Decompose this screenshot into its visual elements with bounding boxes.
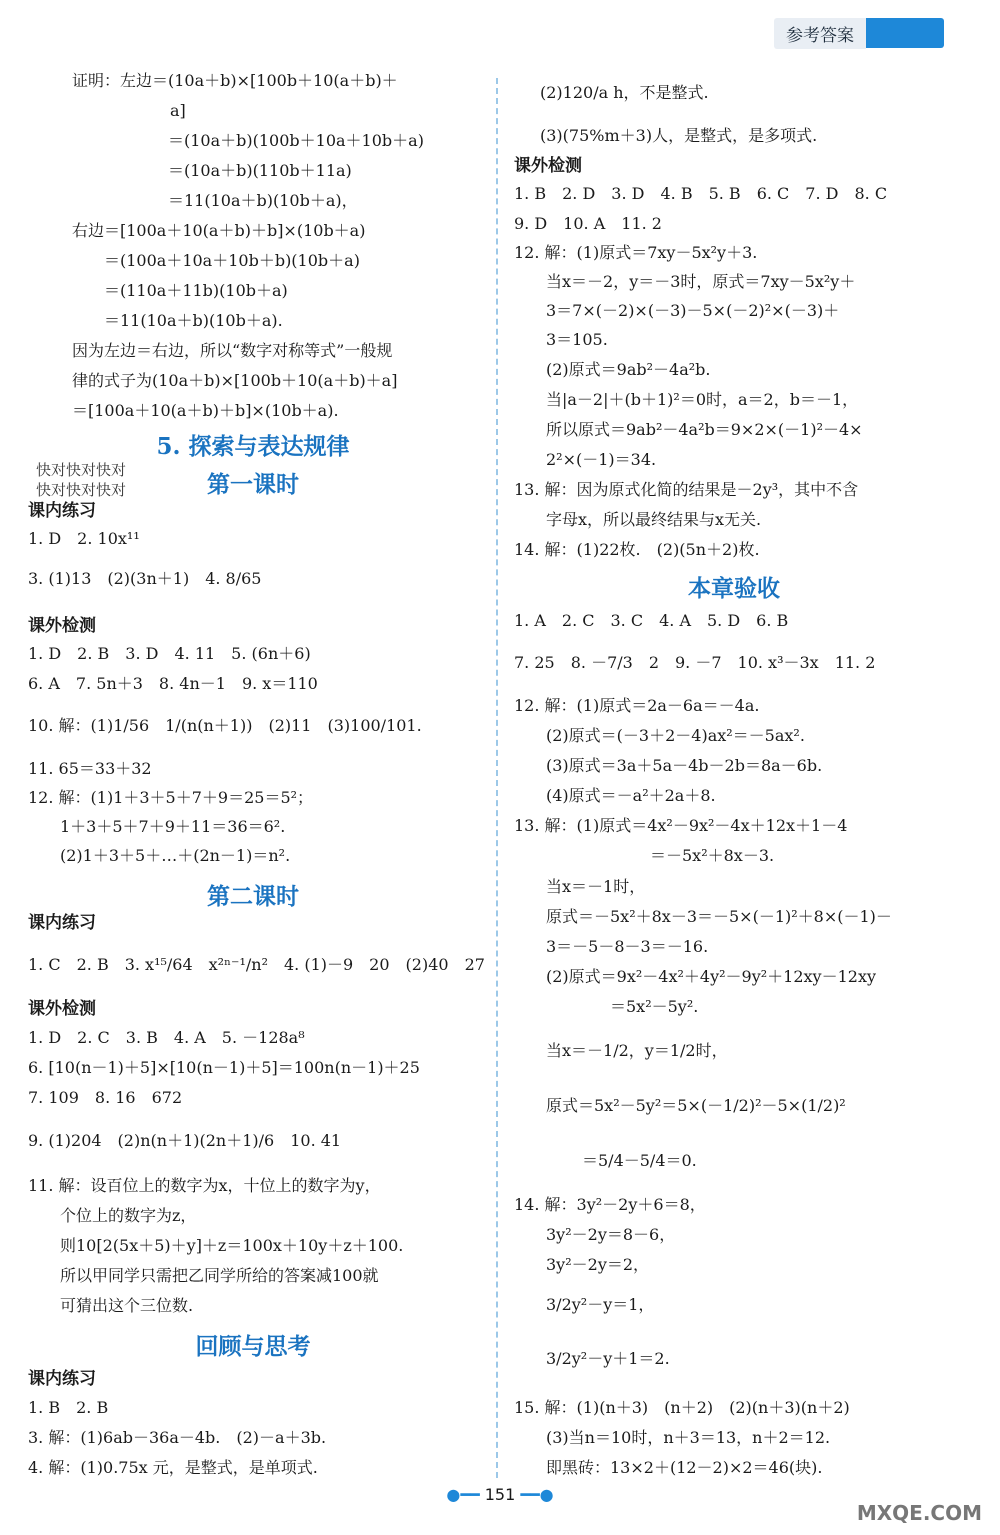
- answer-line: 1. B 2. B: [28, 1398, 109, 1417]
- proof-line: 右边＝[100a＋10(a＋b)＋b]×(10b＋a): [72, 221, 366, 240]
- answer-line: 10. 解：(1)1/56 1/(n(n＋1)) (2)11 (3)100/101.: [28, 716, 422, 735]
- lesson-title: 第二课时: [207, 883, 299, 910]
- answer-line: 当x＝－2，y＝－3时，原式＝7xy－5x²y＋: [546, 272, 856, 291]
- proof-line: ＝11(10a＋b)(10b＋a).: [104, 311, 283, 330]
- answer-line: 12. 解：(1)原式＝2a－6a＝－4a.: [514, 696, 760, 715]
- answer-line: ＝5x²－5y².: [610, 997, 699, 1016]
- answer-line: 1. C 2. B 3. x¹⁵/64 x²ⁿ⁻¹/n² 4. (1)－9 20 (2)40 27: [28, 955, 485, 974]
- answer-line: 1＋3＋5＋7＋9＋11＝36＝6².: [60, 817, 286, 836]
- answer-line: (2)1＋3＋5＋…＋(2n－1)＝n².: [60, 846, 291, 865]
- proof-line: ＝(110a＋11b)(10b＋a): [104, 281, 288, 300]
- answer-line: 1. D 2. 10x¹¹: [28, 529, 140, 548]
- proof-line: ＝(10a＋b)(110b＋11a): [168, 161, 352, 180]
- proof-line: a]: [170, 101, 186, 120]
- answer-line: 可猜出这个三位数.: [60, 1296, 194, 1315]
- section-title: 本章验收: [688, 575, 780, 602]
- section-title: 5. 探索与表达规律: [156, 433, 350, 460]
- answer-line: 7. 25 8. －7/3 2 9. －7 10. x³－3x 11. 2: [514, 653, 876, 672]
- answer-line: (3)当n＝10时，n＋3＝13，n＋2＝12.: [546, 1428, 831, 1447]
- answer-line: (2)120/a h，不是整式.: [540, 83, 709, 102]
- subheading: 课内练习: [28, 913, 96, 933]
- answer-line: 6. [10(n－1)＋5]×[10(n－1)＋5]＝100n(n－1)＋25: [28, 1058, 420, 1077]
- subheading: 课外检测: [28, 616, 96, 636]
- answer-line: 4. 解：(1)0.75x 元，是整式，是单项式.: [28, 1458, 318, 1477]
- answer-line: 1. D 2. C 3. B 4. A 5. －128a⁸: [28, 1028, 305, 1047]
- section-title: 回顾与思考: [195, 1333, 311, 1360]
- answer-line: 所以原式＝9ab²－4a²b＝9×2×(－1)²－4×: [546, 420, 863, 439]
- answer-line: 3y²－2y＝2，: [546, 1255, 650, 1274]
- answer-line: 2²×(－1)＝34.: [546, 450, 657, 469]
- answer-line: 3. 解：(1)6ab－36a－4b. (2)－a＋3b.: [28, 1428, 327, 1447]
- answer-line: 当x＝－1时，: [546, 877, 646, 896]
- answer-line: 3＝－5－8－3＝－16.: [546, 937, 709, 956]
- answer-line: (4)原式＝－a²＋2a＋8.: [546, 786, 716, 805]
- proof-line: ＝(100a＋10a＋10b＋b)(10b＋a): [104, 251, 360, 270]
- proof-line: ＝[100a＋10(a＋b)＋b]×(10b＋a).: [72, 401, 339, 420]
- answer-line: 11. 解：设百位上的数字为x，十位上的数字为y，: [28, 1176, 381, 1195]
- answer-line: 原式＝－5x²＋8x－3＝－5×(－1)²＋8×(－1)－: [546, 907, 892, 926]
- answer-tab-label: 参考答案: [774, 18, 866, 49]
- proof-line: 律的式子为(10a＋b)×[100b＋10(a＋b)＋a]: [72, 371, 398, 390]
- answer-line: 6. A 7. 5n＋3 8. 4n－1 9. x＝110: [28, 674, 318, 693]
- subheading: 课内练习: [28, 501, 96, 521]
- page-footer: [0, 1485, 1000, 1504]
- answer-line: 15. 解：(1)(n＋3) (n＋2) (2)(n＋3)(n＋2): [514, 1398, 850, 1417]
- answer-line: 13. 解：因为原式化简的结果是－2y³，其中不含: [514, 480, 859, 499]
- answer-line: 9. (1)204 (2)n(n＋1)(2n＋1)/6 10. 41: [28, 1131, 342, 1150]
- page-number: 151: [484, 1485, 516, 1504]
- answer-line: 7. 109 8. 16 672: [28, 1088, 183, 1107]
- answer-line: 3＝105.: [546, 330, 608, 349]
- answer-line: 12. 解：(1)原式＝7xy－5x²y＋3.: [514, 243, 758, 262]
- answer-line: 1. D 2. B 3. D 4. 11 5. (6n＋6): [28, 644, 311, 663]
- watermark-text: 快对快对快对: [36, 461, 127, 479]
- answer-line: 14. 解：3y²－2y＋6＝8，: [514, 1195, 706, 1214]
- answer-line: 3y²－2y＝8－6，: [546, 1225, 676, 1244]
- answer-line: 3＝7×(－2)×(－3)－5×(－2)²×(－3)＋: [546, 301, 840, 320]
- answer-line: 当|a－2|＋(b＋1)²＝0时，a＝2，b＝－1，: [546, 390, 859, 409]
- answer-line: 原式＝5x²－5y²＝5×(－1/2)²－5×(1/2)²: [546, 1096, 846, 1115]
- answer-line: 即黑砖：13×2＋(12－2)×2＝46(块).: [546, 1458, 823, 1477]
- answer-line: (2)原式＝9x²－4x²＋4y²－9y²＋12xy－12xy: [546, 967, 877, 986]
- watermark-text: 快对快对快对: [36, 481, 127, 499]
- answer-line: ＝5/4－5/4＝0.: [582, 1151, 697, 1170]
- subheading: 课外检测: [514, 156, 582, 176]
- answer-line: 1. A 2. C 3. C 4. A 5. D 6. B: [514, 611, 789, 630]
- answer-line: ＝－5x²＋8x－3.: [650, 846, 775, 865]
- answer-line: (2)原式＝9ab²－4a²b.: [546, 360, 711, 379]
- answer-line: 所以甲同学只需把乙同学所给的答案减100就: [60, 1266, 379, 1285]
- answer-line: 则10[2(5x＋5)＋y]＋z＝100x＋10y＋z＋100.: [60, 1236, 404, 1255]
- answer-line: 字母x，所以最终结果与x无关.: [546, 510, 762, 529]
- watermark: [36, 460, 126, 500]
- answer-line: 3. (1)13 (2)(3n＋1) 4. 8/65: [28, 569, 262, 588]
- footer-decoration: ━━●: [520, 1485, 554, 1504]
- answer-line: 1. B 2. D 3. D 4. B 5. B 6. C 7. D 8. C: [514, 184, 888, 203]
- answer-line: 14. 解：(1)22枚. (2)(5n＋2)枚.: [514, 540, 760, 559]
- answer-line: 3/2y²－y＝1，: [546, 1295, 655, 1314]
- answer-line: 12. 解：(1)1＋3＋5＋7＋9＝25＝5²；: [28, 788, 314, 807]
- answer-line: 个位上的数字为z，: [60, 1206, 197, 1225]
- footer-decoration: ●━━: [446, 1485, 485, 1504]
- lesson-title: 第一课时: [207, 471, 299, 498]
- answer-tab: [774, 18, 944, 48]
- proof-line: ＝11(10a＋b)(10b＋a)，: [168, 191, 358, 210]
- column-divider: [496, 78, 498, 1478]
- proof-line: 因为左边＝右边，所以“数字对称等式”一般规: [72, 341, 393, 360]
- answer-line: 9. D 10. A 11. 2: [514, 214, 662, 233]
- answer-line: (3)(75%m＋3)人，是整式，是多项式.: [540, 126, 818, 145]
- proof-line: 证明：左边＝(10a＋b)×[100b＋10(a＋b)＋: [72, 71, 398, 90]
- answer-line: (2)原式＝(－3＋2－4)ax²＝－5ax².: [546, 726, 805, 745]
- answer-line: 13. 解：(1)原式＝4x²－9x²－4x＋12x＋1－4: [514, 816, 848, 835]
- answer-line: (3)原式＝3a＋5a－4b－2b＝8a－6b.: [546, 756, 823, 775]
- tab-color-block: [866, 18, 944, 48]
- subheading: 课内练习: [28, 1369, 96, 1389]
- site-watermark-logo: MXQE.COM: [856, 1501, 982, 1525]
- answer-line: 3/2y²－y＋1＝2.: [546, 1349, 670, 1368]
- answer-line: 11. 65＝33＋32: [28, 759, 152, 778]
- answer-line: 当x＝－1/2，y＝1/2时，: [546, 1041, 728, 1060]
- proof-line: ＝(10a＋b)(100b＋10a＋10b＋a): [168, 131, 424, 150]
- subheading: 课外检测: [28, 999, 96, 1019]
